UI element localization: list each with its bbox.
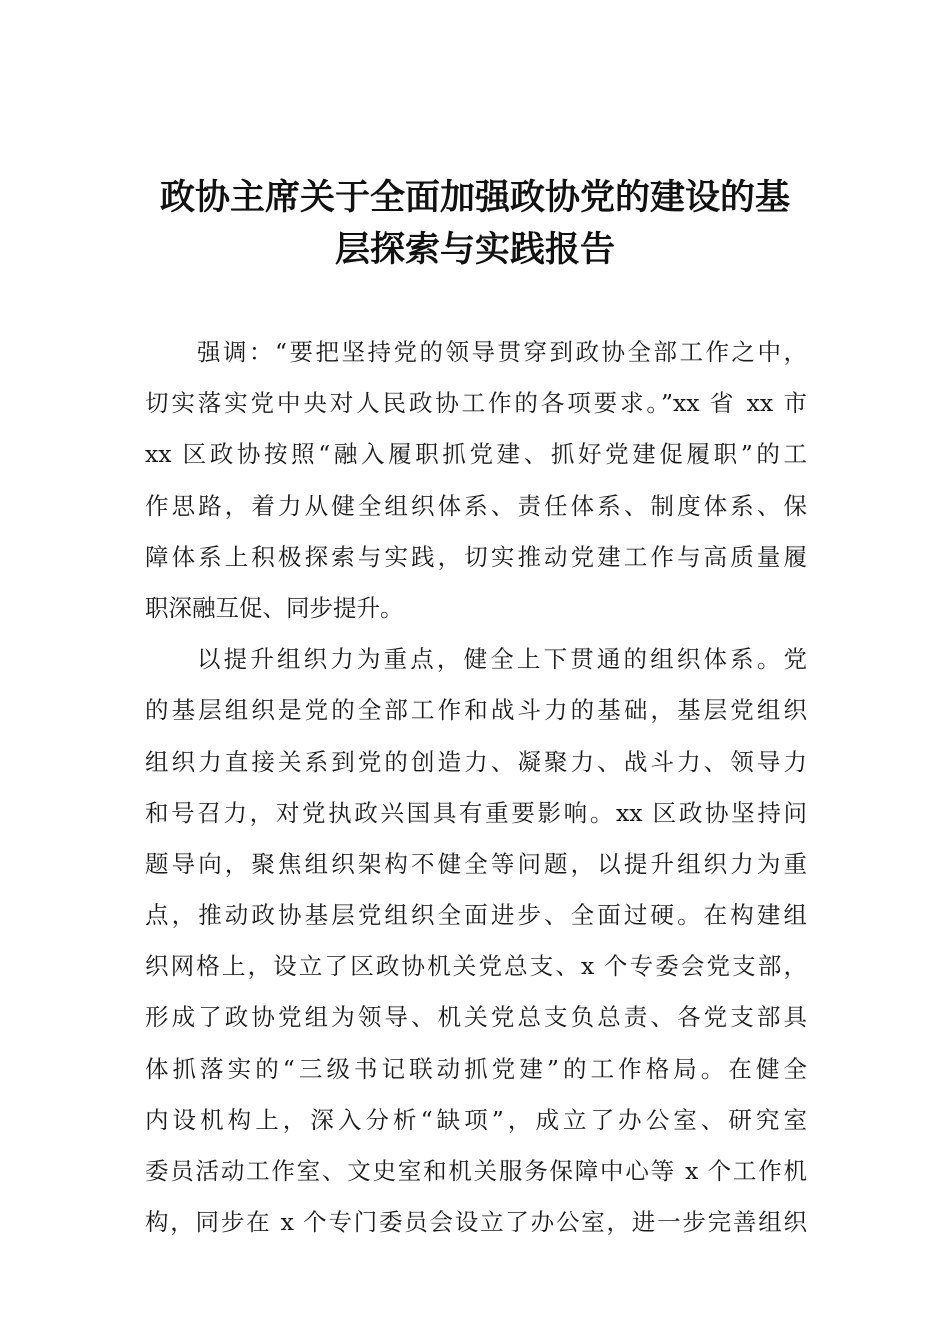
title-line-2: 层探索与实践报告 <box>334 229 615 270</box>
text-line: 作思路，着力从健全组织体系、责任体系、制度体系、保 <box>145 491 807 520</box>
text-line: 职深融互促、同步提升。 <box>145 593 404 622</box>
text-line: 障体系上积极探索与实践，切实推动党建工作与高质量履 <box>145 542 807 571</box>
text-line: 强调：“要把坚持党的领导贯穿到政协全部工作之中， <box>197 338 807 366</box>
text-line: 织网格上，设立了区政协机关党总支、x 个专委会党支部， <box>145 952 807 981</box>
text-line: 点，推动政协基层党组织全面进步、全面过硬。在构建组 <box>145 901 807 930</box>
text-line: 体抓落实的“三级书记联动抓党建”的工作格局。在健全 <box>145 1054 807 1083</box>
document-body <box>145 327 807 1248</box>
text-line: 题导向，聚焦组织架构不健全等问题，以提升组织力为重 <box>145 849 807 878</box>
text-line: 委员活动工作室、文史室和机关服务保障中心等 x 个工作机 <box>145 1157 807 1185</box>
text-line: 组织力直接关系到党的创造力、凝聚力、战斗力、领导力 <box>145 747 807 776</box>
title-line-1: 政协主席关于全面加强政协党的建设的基 <box>159 177 790 218</box>
text-line: 形成了政协党组为领导、机关党总支负总责、各党支部具 <box>145 1003 807 1032</box>
text-line: 和号召力，对党执政兴国具有重要影响。xx 区政协坚持问 <box>145 798 807 827</box>
text-line: 切实落实党中央对人民政协工作的各项要求。”xx 省 xx 市 <box>145 389 807 418</box>
text-line: 的基层组织是党的全部工作和战斗力的基础，基层党组织 <box>145 696 807 725</box>
document-title <box>145 172 805 276</box>
text-line: xx 区政协按照“融入履职抓党建、抓好党建促履职”的工 <box>145 440 807 469</box>
paragraph-2 <box>145 634 807 1248</box>
text-line: 构，同步在 x 个专门委员会设立了办公室，进一步完善组织 <box>145 1208 807 1237</box>
text-line: 以提升组织力为重点，健全上下贯通的组织体系。党 <box>197 645 807 674</box>
text-line: 内设机构上，深入分析“缺项”，成立了办公室、研究室 <box>145 1105 807 1134</box>
paragraph-1 <box>145 327 807 634</box>
